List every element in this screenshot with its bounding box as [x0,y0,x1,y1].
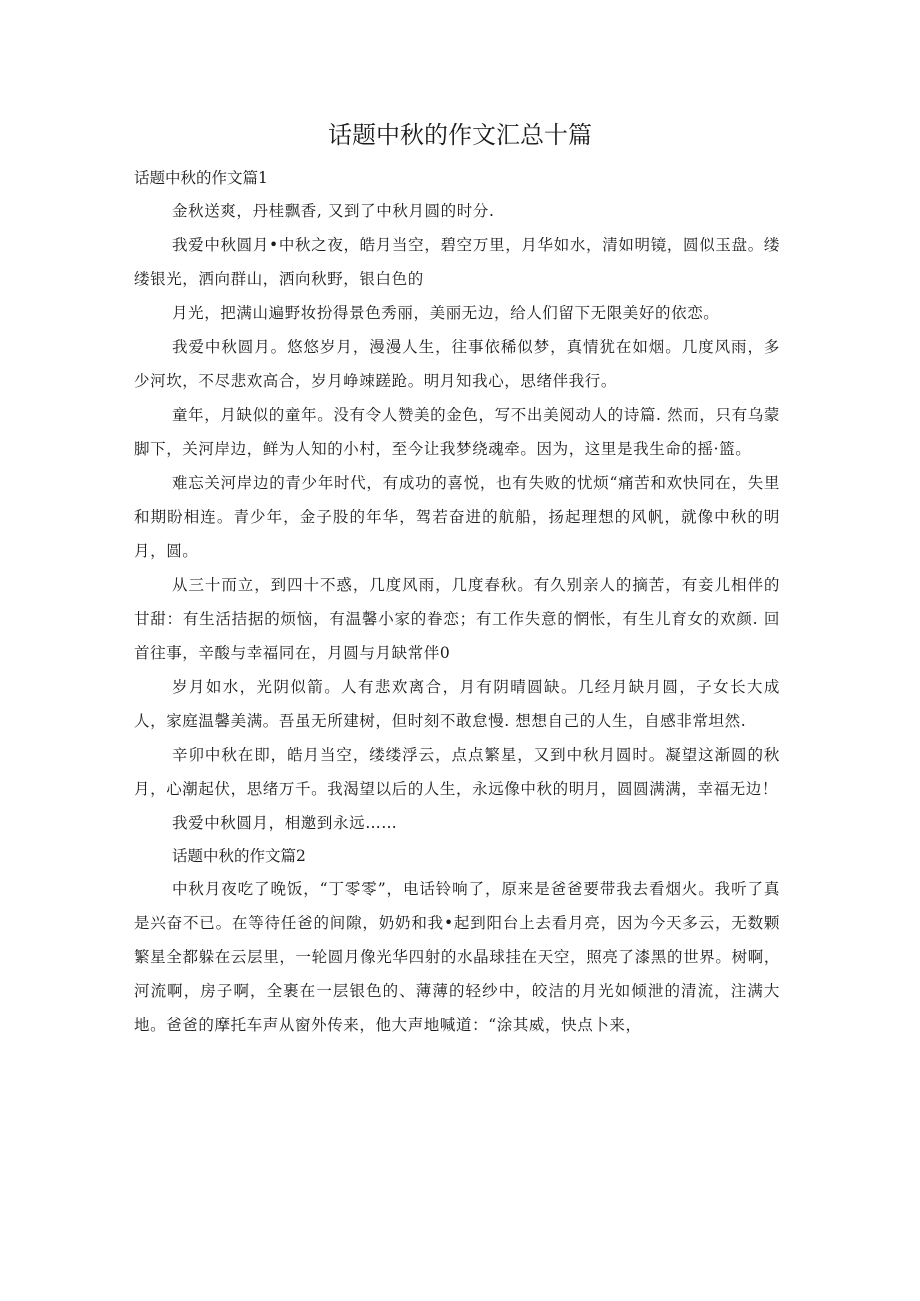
paragraph: 金秋送爽，丹桂飘香, 又到了中秋月圆的时分. [172,202,495,220]
section-heading-2: 话题中秋的作文篇2 [172,847,306,865]
document-title: 话题中秋的作文汇总十篇 [328,121,592,149]
paragraph: 从三十而立，到四十不惑，几度风雨，几度春秋。有久别亲人的摘苦，有妾儿相伴的甘甜：有生活拮据的烦恼，有温馨小家的眷恋；有工作失意的惘怅，有生儿育女的欢颜. 回首往事，辛酸与幸福同在，月圆与月缺常伴0 [134,576,780,662]
document-body [134,162,780,1042]
section-heading-1: 话题中秋的作文篇1 [134,169,268,187]
paragraph: 我爱中秋圆月，相邀到永远…… [172,814,398,832]
paragraph: 岁月如水，光阴似箭。人有悲欢离合，月有阴晴圆缺。几经月缺月圆，子女长大成人，家庭温馨美满。吾虽无所建树，但时刻不敢怠慢. 想想自己的人生，自感非常坦然. [134,678,780,730]
paragraph: 我爱中秋圆月。悠悠岁月，漫漫人生，往事依稀似梦，真情犹在如烟。几度风雨，多少河坎，不尽悲欢高合，岁月峥竦蹉跄。明月知我心，思绪伴我行。 [134,338,780,390]
paragraph: 我爱中秋圆月•中秋之夜，皓月当空，碧空万里，月华如水，清如明镜，圆似玉盘。缕缕银光，洒向群山，洒向秋野，银白色的 [134,236,780,288]
paragraph: 月光，把满山遍野妆扮得景色秀丽，美丽无边，给人们留下无限美好的依恋。 [172,304,720,322]
paragraph: 难忘关河岸边的青少年时代，有成功的喜悦，也有失败的忧烦“痛苦和欢快同在，失里和期盼相连。青少年，金子股的年华，驾若奋进的航船，扬起理想的风帆，就像中秋的明月，圆。 [134,474,780,560]
paragraph: 童年，月缺似的童年。没有令人赞美的金色，写不出美阅动人的诗篇. 然而，只有乌蒙脚下，关河岸边，鲜为人知的小村，至今让我梦绕魂牵。因为，这里是我生命的摇·篮。 [134,406,780,458]
paragraph: 辛卯中秋在即，皓月当空，缕缕浮云，点点繁星，又到中秋月圆时。凝望这渐圆的秋月，心潮起伏，思绪万千。我渴望以后的人生，永远像中秋的明月，圆圆满满，幸福无边！ [134,746,780,798]
paragraph: 中秋月夜吃了晚饭，“丁零零”，电话铃响了，原来是爸爸要带我去看烟火。我听了真是兴奋不已。在等待任爸的间隙，奶奶和我•起到阳台上去看月亮，因为今天多云，无数颗繁星全都躲在云层里，一轮圆月像光华四射的水晶球挂在天空，照亮了漆黑的世界。树啊，河流啊，房子啊，全裹在一层银色的、薄薄的轻纱中，皎洁的月光如倾泄的清流，注满大地。爸爸的摩托车声从窗外传来，他大声地喊道：“涂其威，快点卜来， [134,880,780,1034]
